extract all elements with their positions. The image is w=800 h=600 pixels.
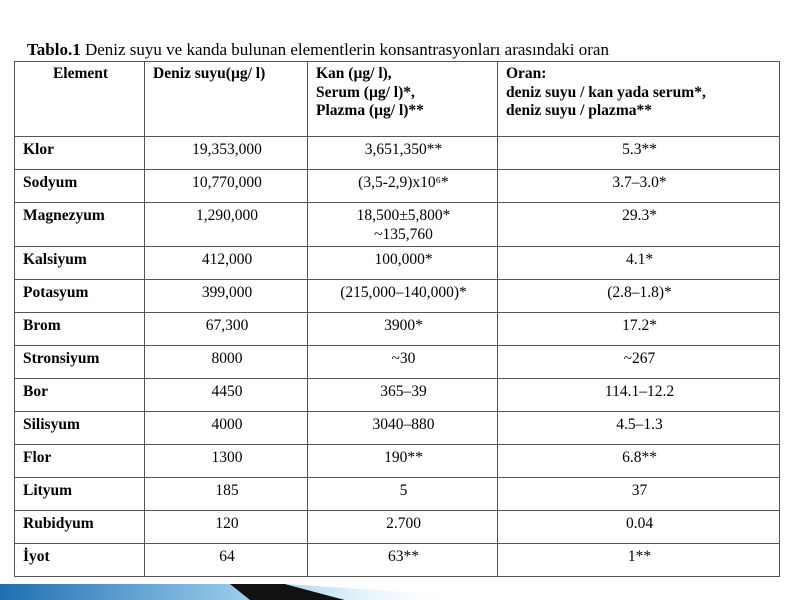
table-caption	[27, 40, 787, 60]
table-row	[15, 280, 780, 313]
cell-ratio: 3.7–3.0*	[498, 170, 780, 203]
cell-seawater: 120	[145, 511, 308, 544]
cell-seawater: 67,300	[145, 313, 308, 346]
cell-seawater: 1300	[145, 445, 308, 478]
footer-blue-band	[0, 584, 255, 600]
cell-seawater: 412,000	[145, 247, 308, 280]
cell-seawater: 4000	[145, 412, 308, 445]
cell-element: Bor	[15, 379, 145, 412]
cell-blood: 365–39	[308, 379, 498, 412]
header-element: Element	[15, 62, 145, 137]
cell-element: Magnezyum	[15, 203, 145, 247]
cell-element: İyot	[15, 544, 145, 577]
cell-blood: 190**	[308, 445, 498, 478]
element-concentration-table	[14, 61, 780, 577]
cell-blood: 63**	[308, 544, 498, 577]
cell-element: Flor	[15, 445, 145, 478]
cell-seawater: 64	[145, 544, 308, 577]
cell-element: Klor	[15, 137, 145, 170]
cell-ratio: 0.04	[498, 511, 780, 544]
cell-element: Sodyum	[15, 170, 145, 203]
cell-element: Potasyum	[15, 280, 145, 313]
table-row	[15, 137, 780, 170]
table-row	[15, 379, 780, 412]
cell-element: Brom	[15, 313, 145, 346]
cell-seawater: 399,000	[145, 280, 308, 313]
cell-seawater: 19,353,000	[145, 137, 308, 170]
cell-element: Silisyum	[15, 412, 145, 445]
cell-blood: (3,5-2,9)x10⁶*	[308, 170, 498, 203]
header-ratio: Oran: deniz suyu / kan yada serum*, deniz suyu / plazma**	[498, 62, 780, 137]
header-row	[15, 62, 780, 137]
cell-element: Lityum	[15, 478, 145, 511]
table-body	[15, 137, 780, 577]
cell-ratio: 1**	[498, 544, 780, 577]
cell-ratio: 5.3**	[498, 137, 780, 170]
table-caption-label: Tablo.1	[27, 40, 81, 59]
cell-blood: 3,651,350**	[308, 137, 498, 170]
cell-seawater: 8000	[145, 346, 308, 379]
table-row	[15, 511, 780, 544]
cell-element: Stronsiyum	[15, 346, 145, 379]
cell-ratio: 6.8**	[498, 445, 780, 478]
cell-seawater: 1,290,000	[145, 203, 308, 247]
cell-ratio: 114.1–12.2	[498, 379, 780, 412]
table-row	[15, 478, 780, 511]
cell-seawater: 185	[145, 478, 308, 511]
cell-blood: 3900*	[308, 313, 498, 346]
cell-blood: 3040–880	[308, 412, 498, 445]
cell-ratio: 4.1*	[498, 247, 780, 280]
cell-blood: 18,500±5,800* ~135,760	[308, 203, 498, 247]
table-row	[15, 247, 780, 280]
cell-blood: 2.700	[308, 511, 498, 544]
cell-ratio: ~267	[498, 346, 780, 379]
table-row	[15, 412, 780, 445]
footer-decoration	[0, 578, 800, 600]
table-row	[15, 313, 780, 346]
table-row	[15, 170, 780, 203]
header-seawater: Deniz suyu(µg/ l)	[145, 62, 308, 137]
cell-seawater: 4450	[145, 379, 308, 412]
cell-blood: (215,000–140,000)*	[308, 280, 498, 313]
header-blood: Kan (µg/ l), Serum (µg/ l)*, Plazma (µg/ l)**	[308, 62, 498, 137]
cell-ratio: 4.5–1.3	[498, 412, 780, 445]
cell-blood: 100,000*	[308, 247, 498, 280]
cell-blood: 5	[308, 478, 498, 511]
cell-ratio: 37	[498, 478, 780, 511]
cell-ratio: 17.2*	[498, 313, 780, 346]
cell-blood: ~30	[308, 346, 498, 379]
cell-seawater: 10,770,000	[145, 170, 308, 203]
table-row	[15, 445, 780, 478]
cell-ratio: 29.3*	[498, 203, 780, 247]
table-caption-text: Deniz suyu ve kanda bulunan elementlerin konsantrasyonları arasındaki oran	[80, 40, 609, 59]
table-row	[15, 544, 780, 577]
table-row	[15, 203, 780, 247]
table-row	[15, 346, 780, 379]
cell-ratio: (2.8–1.8)*	[498, 280, 780, 313]
cell-element: Rubidyum	[15, 511, 145, 544]
cell-element: Kalsiyum	[15, 247, 145, 280]
